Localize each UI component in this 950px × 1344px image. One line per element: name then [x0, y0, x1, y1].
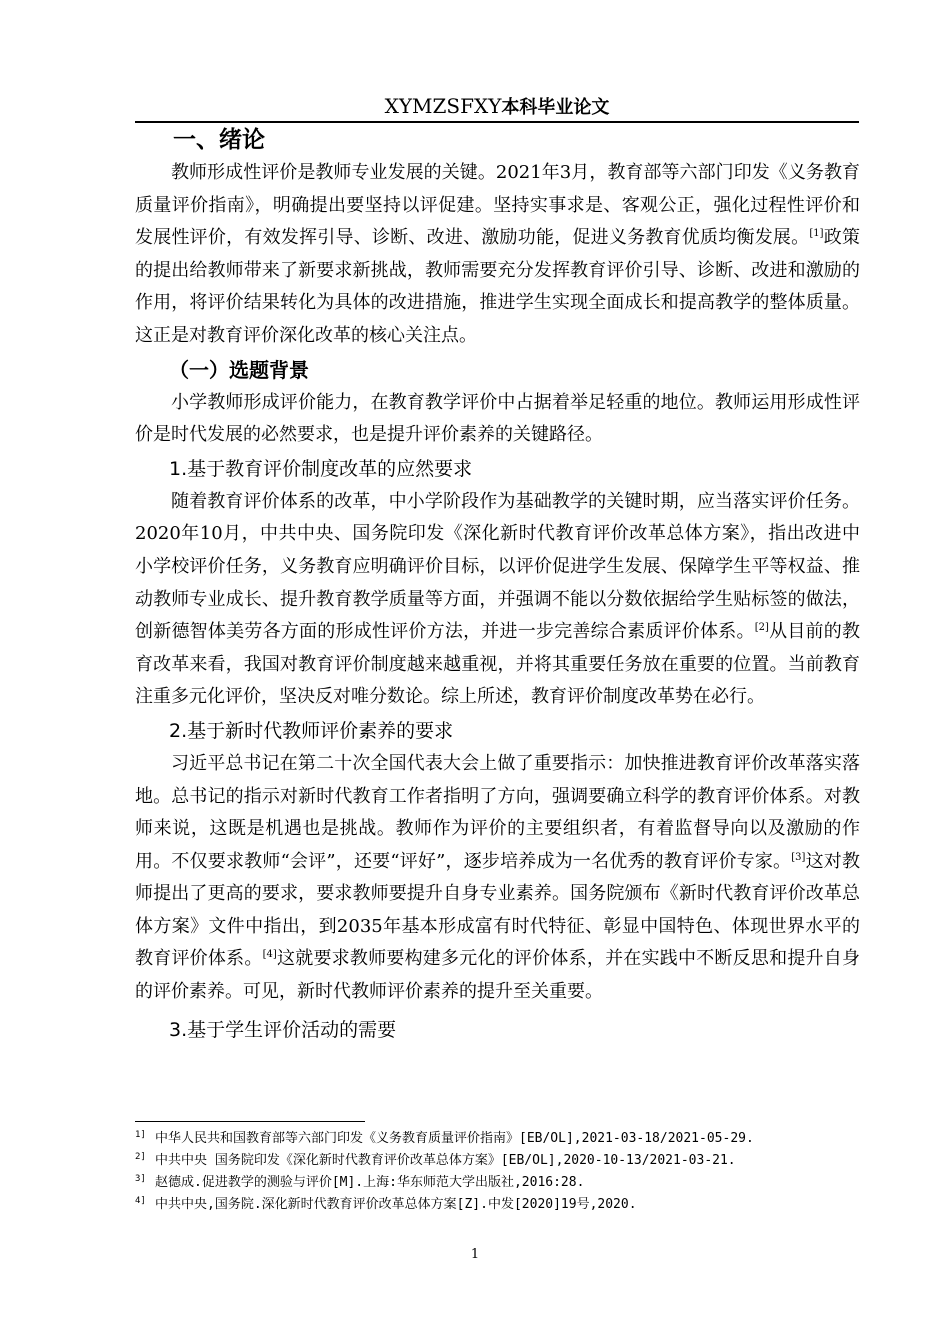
citation-3: [3] [791, 851, 806, 863]
footnote-1: 1] 中华人民共和国教育部等六部门印发《义务教育质量评价指南》[EB/OL],2021-03-18/2021-05-29. [135, 1129, 754, 1146]
paragraph-4-text-a: 习近平总书记在第二十次全国代表大会上做了重要指示：加快推进教育评价改革落实落地。总书记的指示对新时代教育工作者指明了方向，强调要确立科学的教育评价体系。对教师来说，这既是机遇也是挑战。教师作为评价的主要组织者，有着监督导向以及激励的作用。不仅要求教师“会评”，还要“评好”，逐步培养成为一名优秀的教育评价专家。 [135, 752, 860, 872]
citation-2: [2] [754, 622, 769, 634]
paragraph-2: 小学教师形成评价能力，在教育教学评价中占据着举足轻重的地位。教师运用形成性评价是时代发展的必然要求，也是提升评价素养的关键路径。 [135, 391, 860, 446]
heading-section-3: 3.基于学生评价活动的需要 [169, 1018, 397, 1041]
footnote-1-text: 中华人民共和国教育部等六部门印发《义务教育质量评价指南》[EB/OL],2021-03-18/2021-05-29. [155, 1131, 754, 1146]
footnote-4-text: 中共中央,国务院.深化新时代教育评价改革总体方案[Z].中发[2020]19号,2020. [155, 1197, 637, 1212]
paragraph-3-text-b: 从目前的教育改革来看，我国对教育评价制度越来越重视，并将其重要任务放在重要的位置。当前教育注重多元化评价，坚决反对唯分数论。综上所述，教育评价制度改革势在必行。 [135, 621, 861, 708]
paragraph-1 [135, 157, 860, 353]
heading-section-2: 2.基于新时代教师评价素养的要求 [169, 719, 454, 742]
footnote-4: 4] 中共中央,国务院.深化新时代教育评价改革总体方案[Z].中发[2020]19号,2020. [135, 1195, 637, 1212]
heading-topic-background: （一）选题背景 [169, 357, 309, 382]
footnote-2-text: 中共中央 国务院印发《深化新时代教育评价改革总体方案》[EB/OL],2020-10-13/2021-03-21. [155, 1153, 736, 1168]
paragraph-3-text-a: 随着教育评价体系的改革，中小学阶段作为基础教学的关键时期，应当落实评价任务。2020年10月，中共中央、国务院印发《深化新时代教育评价改革总体方案》，指出改进中小学校评价任务，义务教育应明确评价目标，以评价促进学生发展、保障学生平等权益、推动教师专业成长、提升教育教学质量等方面，并强调不能以分数依据给学生贴标签的做法，创新德智体美劳各方面的形成性评价方法，并进一步完善综合素质评价体系。 [135, 490, 860, 643]
page-number: 1 [470, 1247, 480, 1262]
body-text [135, 123, 860, 1047]
paragraph-4-text-b: 这对教师提出了更高的要求，要求教师要提升自身专业素养。国务院颁布《新时代教育评价改革总体方案》文件中指出，到2035年基本形成富有时代特征、彰显中国特色、体现世界水平的教育评价体系。 [135, 850, 860, 970]
footnote-separator [135, 1121, 365, 1122]
footnote-3-text: 赵德成.促进教学的测验与评价[M].上海:华东师范大学出版社,2016:28. [155, 1175, 585, 1190]
heading-introduction: 一、绪论 [173, 127, 265, 153]
paragraph-4 [135, 748, 860, 1009]
paragraph-3 [135, 486, 860, 714]
page-header [135, 92, 859, 122]
footnotes [135, 1128, 860, 1216]
header-title-en: XYMZSFXY [384, 94, 502, 118]
citation-4: [4] [262, 949, 277, 961]
footnote-2: 2] 中共中央 国务院印发《深化新时代教育评价改革总体方案》[EB/OL],2020-10-13/2021-03-21. [135, 1151, 736, 1168]
footnote-3: 3] 赵德成.促进教学的测验与评价[M].上海:华东师范大学出版社,2016:28. [135, 1173, 585, 1190]
paragraph-1-text-a: 教师形成性评价是教师专业发展的关键。2021年3月，教育部等六部门印发《义务教育质量评价指南》，明确提出要坚持以评促建。坚持实事求是、客观公正，强化过程性评价和发展性评价，有效发挥引导、诊断、改进、激励功能，促进义务教育优质均衡发展。 [135, 162, 860, 249]
header-title-cn: 本科毕业论文 [501, 97, 610, 118]
paragraph-1-text-b: 政策的提出给教师带来了新要求新挑战，教师需要充分发挥教育评价引导、诊断、改进和激励的作用，将评价结果转化为具体的改进措施，推进学生实现全面成长和提高教学的整体质量。这正是对教育评价深化改革的核心关注点。 [135, 227, 860, 346]
citation-1: [1] [809, 228, 824, 240]
heading-section-1: 1.基于教育评价制度改革的应然要求 [169, 457, 473, 480]
paragraph-4-text-c: 这就要求教师要构建多元化的评价体系，并在实践中不断反思和提升自身的评价素养。可见，新时代教师评价素养的提升至关重要。 [135, 948, 861, 1003]
